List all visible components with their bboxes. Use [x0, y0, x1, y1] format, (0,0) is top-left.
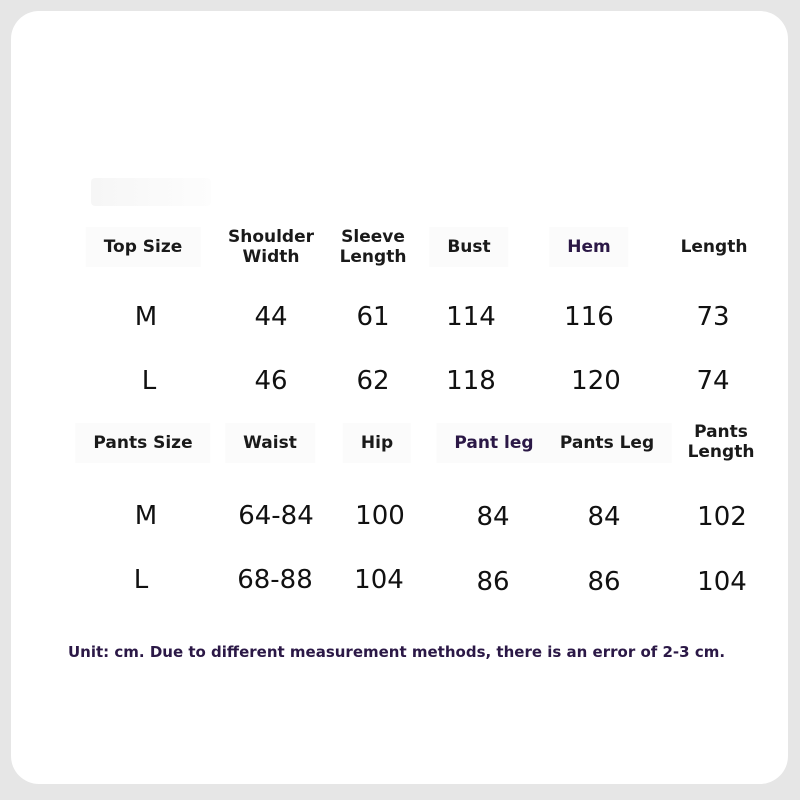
top-l-size: L	[141, 366, 157, 396]
top-m-bust: 114	[446, 302, 496, 332]
header-hem: Hem	[549, 227, 628, 267]
top-l-shoulder: 46	[254, 366, 288, 396]
pants-m-waist: 64-84	[238, 501, 314, 531]
pants-m-pants-length: 102	[697, 502, 747, 532]
top-m-sleeve: 61	[356, 302, 390, 332]
top-l-bust: 118	[446, 366, 496, 396]
header-bust: Bust	[429, 227, 508, 267]
pants-l-pant-leg: 86	[476, 567, 510, 597]
header-pants-size: Pants Size	[75, 423, 210, 463]
pants-m-pants-leg: 84	[587, 502, 621, 532]
top-l-length: 74	[696, 366, 730, 396]
top-m-size: M	[134, 302, 158, 332]
size-chart-card	[11, 11, 788, 784]
pants-m-pant-leg: 84	[476, 502, 510, 532]
header-shoulder-width: Shoulder Width	[227, 227, 315, 267]
pants-l-hip: 104	[354, 565, 404, 595]
top-m-hem: 116	[564, 302, 614, 332]
top-l-sleeve: 62	[356, 366, 390, 396]
pants-m-hip: 100	[355, 501, 405, 531]
pants-l-waist: 68-88	[237, 565, 313, 595]
header-top-size: Top Size	[86, 227, 201, 267]
pants-m-size: M	[134, 501, 158, 531]
header-pants-length: Pants Length	[687, 422, 755, 462]
header-pant-leg: Pant leg	[436, 423, 551, 463]
header-length: Length	[680, 237, 748, 257]
top-m-shoulder: 44	[254, 302, 288, 332]
top-l-hem: 120	[571, 366, 621, 396]
header-sleeve-length: Sleeve Length	[339, 227, 407, 267]
header-pants-leg: Pants Leg	[542, 423, 672, 463]
top-m-length: 73	[696, 302, 730, 332]
header-hip: Hip	[343, 423, 411, 463]
header-waist: Waist	[225, 423, 315, 463]
pants-l-size: L	[133, 565, 149, 595]
pants-l-pants-length: 104	[697, 567, 747, 597]
pants-l-pants-leg: 86	[587, 567, 621, 597]
faded-label-area	[91, 178, 211, 206]
measurement-note: Unit: cm. Due to different measurement methods, there is an error of 2-3 cm.	[68, 643, 726, 661]
